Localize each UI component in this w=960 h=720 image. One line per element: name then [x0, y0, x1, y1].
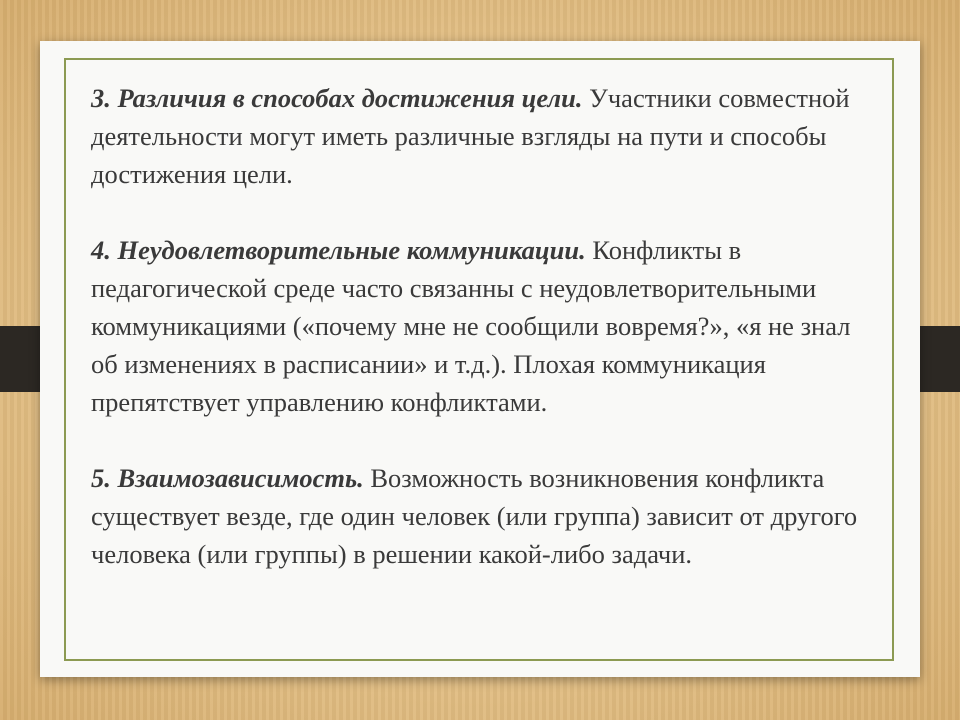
slide-content — [91, 79, 876, 573]
paragraph-text: Конфликты в педагогической среде часто связанны с неудовлетворительными коммуникациями («почему мне не сообщили вовремя?», «я не знал об изменениях в расписании» и т.д.). Плохая коммуникация препятствует управлению конфликтами. — [91, 235, 851, 417]
paragraph-interdependence — [91, 459, 876, 573]
paragraph-text: Участники совместной деятельности могут иметь различные взгляды на пути и способы достижения цели. — [91, 83, 850, 189]
right-dark-band — [920, 326, 960, 392]
slide-card — [40, 41, 920, 677]
paragraph-lead: 3. Различия в способах достижения цели. — [91, 83, 583, 113]
paragraph-text: Возможность возникновения конфликта существует везде, где один человек (или группа) зависит от другого человека (или группы) в решении какой-либо задачи. — [91, 463, 858, 569]
paragraph-lead: 5. Взаимозависимость. — [91, 463, 364, 493]
left-dark-band — [0, 326, 40, 392]
paragraph-goal-differences — [91, 79, 876, 193]
paragraph-communications — [91, 231, 876, 421]
paragraph-lead: 4. Неудовлетворительные коммуникации. — [91, 235, 586, 265]
